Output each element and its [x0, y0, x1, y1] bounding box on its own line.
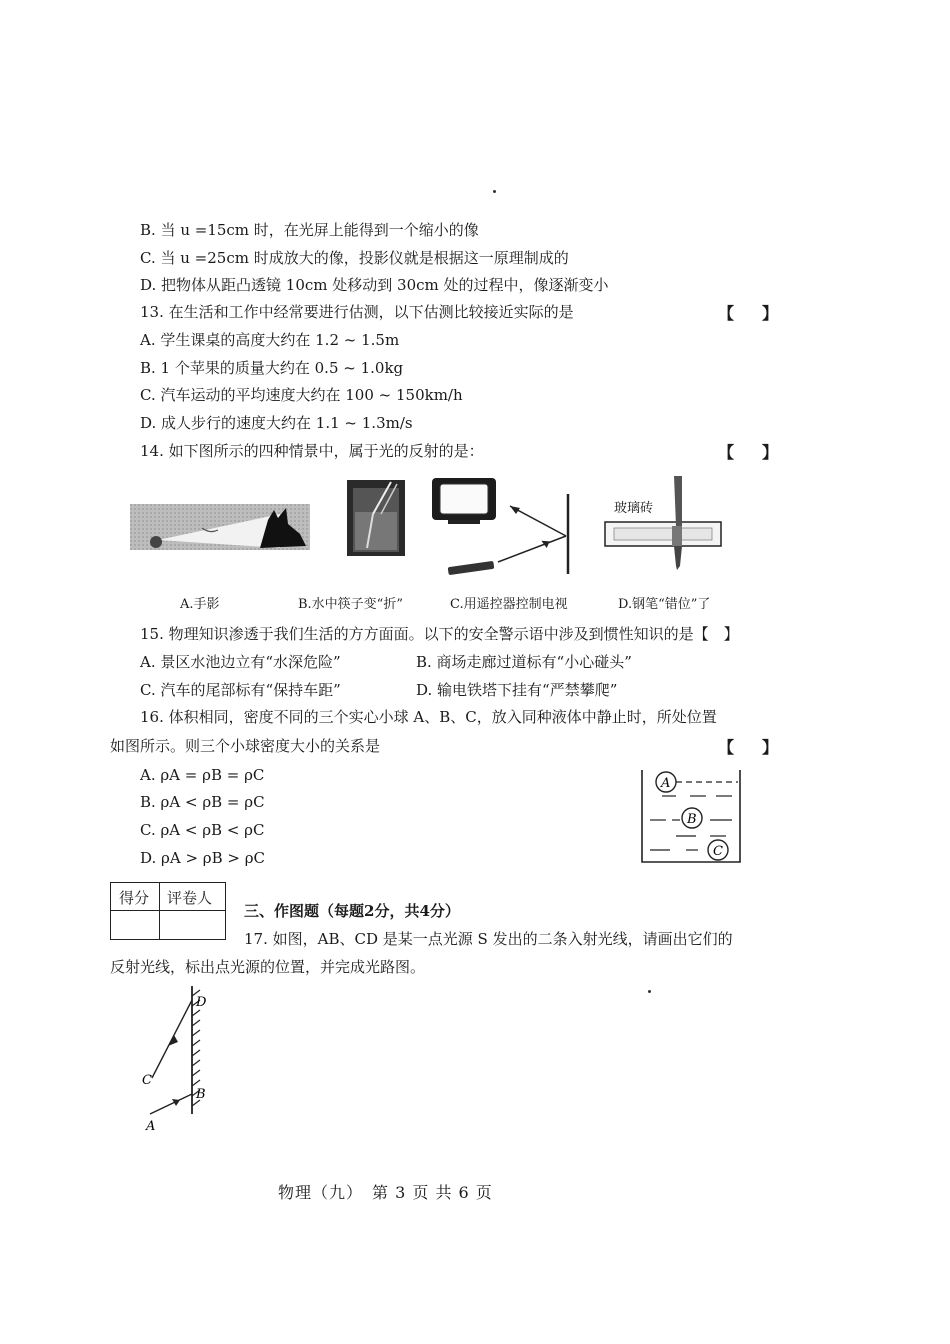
point-b-label: B — [196, 1087, 206, 1102]
q15-stem: 15. 物理知识渗透于我们生活的方方面面。以下的安全警示语中涉及到惯性知识的是【 】 — [140, 625, 739, 643]
mirror-ray-diagram — [136, 982, 226, 1134]
q12-option-b: B. 当 u =15cm 时，在光屏上能得到一个缩小的像 — [140, 221, 479, 239]
q13-option-a: A. 学生课桌的高度大约在 1.2 ~ 1.5m — [140, 331, 400, 349]
picture-c-caption: C.用遥控器控制电视 — [450, 597, 568, 612]
q16-option-d: D. ρA > ρB > ρC — [140, 849, 266, 867]
q16-option-b: B. ρA < ρB = ρC — [140, 793, 265, 811]
score-header: 得分 — [119, 889, 150, 907]
q13-option-d: D. 成人步行的速度大约在 1.1 ~ 1.3m/s — [140, 414, 413, 432]
score-table — [110, 882, 226, 940]
q13-option-b: B. 1 个苹果的质量大约在 0.5 ~ 1.0kg — [140, 359, 404, 377]
point-d-label: D — [196, 995, 207, 1010]
glass-brick-label: 玻璃砖 — [614, 501, 654, 516]
q12-option-d: D. 把物体从距凸透镜 10cm 处移动到 30cm 处的过程中，像逐渐变小 — [140, 276, 609, 294]
section-3-title: 三、作图题（每题2分，共4分） — [244, 902, 460, 920]
q15-option-b: B. 商场走廊过道标有“小心碰头” — [416, 653, 632, 671]
q16-option-c: C. ρA < ρB < ρC — [140, 821, 265, 839]
ball-c-label: C — [713, 844, 723, 859]
q17-stem-line-1: 17. 如图，AB、CD 是某一点光源 S 发出的二条入射光线，请画出它们的 — [244, 930, 733, 948]
q16-option-a: A. ρA = ρB = ρC — [140, 766, 265, 784]
picture-a-caption: A.手影 — [180, 597, 220, 612]
hand-shadow-picture — [130, 500, 310, 555]
picture-d-caption: D.钢笔“错位”了 — [618, 597, 711, 612]
point-c-label: C — [142, 1073, 152, 1088]
q13-answer-bracket: 【 】 — [718, 304, 785, 323]
q14-stem: 14. 如下图所示的四种情景中，属于光的反射的是： — [140, 442, 484, 460]
ball-a-label: A — [661, 776, 671, 791]
q13-stem: 13. 在生活和工作中经常要进行估测，以下估测比较接近实际的是 — [140, 303, 574, 321]
point-a-label: A — [146, 1119, 156, 1134]
pen-glass-brick-picture — [602, 474, 724, 572]
scan-speck — [493, 190, 496, 193]
page-footer: 物理（九） 第 3 页 共 6 页 — [278, 1183, 493, 1202]
grader-header: 评卷人 — [167, 889, 213, 907]
chopstick-glass-picture — [345, 478, 407, 558]
q14-answer-bracket: 【 】 — [718, 443, 785, 462]
q15-option-a: A. 景区水池边立有“水深危险” — [140, 653, 341, 671]
q17-stem-line-2: 反射光线，标出点光源的位置，并完成光路图。 — [110, 958, 426, 976]
q12-option-c: C. 当 u =25cm 时成放大的像，投影仪就是根据这一原理制成的 — [140, 249, 569, 267]
picture-b-caption: B.水中筷子变“折” — [298, 597, 403, 612]
remote-tv-picture — [428, 476, 578, 580]
q16-stem-line-2: 如图所示。则三个小球密度大小的关系是 — [110, 737, 381, 755]
q16-answer-bracket: 【 】 — [718, 738, 785, 757]
balls-in-liquid-diagram — [636, 766, 746, 866]
scan-speck — [648, 990, 651, 993]
q15-option-c: C. 汽车的尾部标有“保持车距” — [140, 681, 341, 699]
ball-b-label: B — [687, 812, 697, 827]
q15-option-d: D. 输电铁塔下挂有“严禁攀爬” — [416, 681, 618, 699]
q13-option-c: C. 汽车运动的平均速度大约在 100 ~ 150km/h — [140, 386, 463, 404]
q16-stem-line-1: 16. 体积相同，密度不同的三个实心小球 A、B、C，放入同种液体中静止时，所处位置 — [140, 708, 717, 726]
